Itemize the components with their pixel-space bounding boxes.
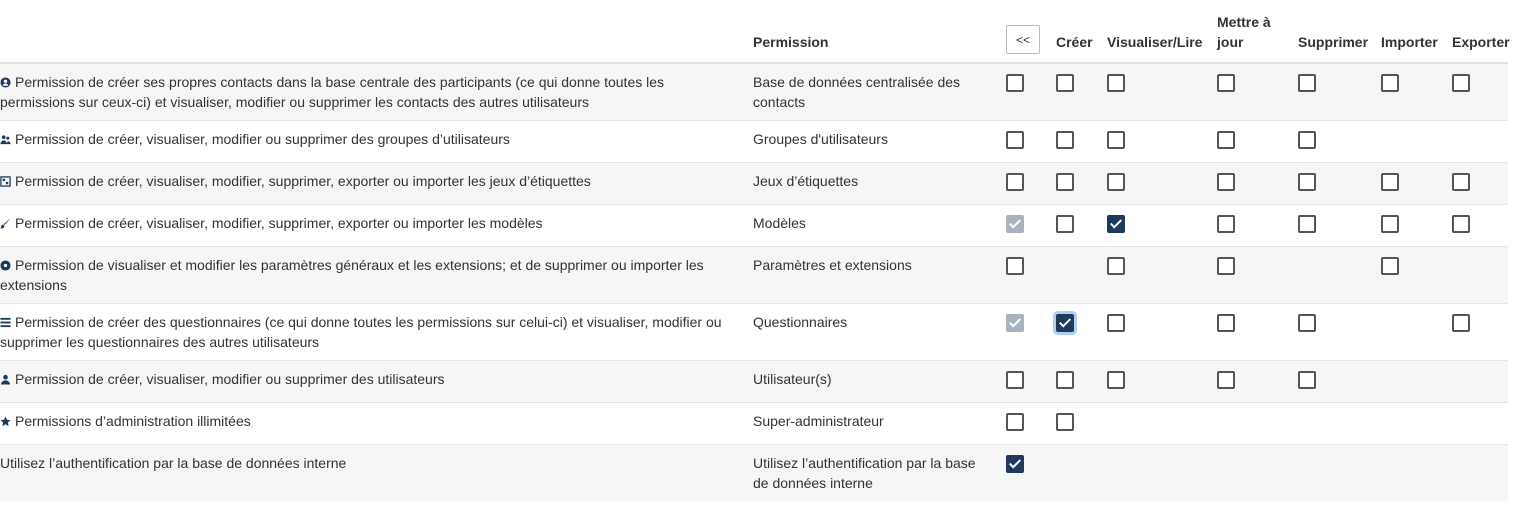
row-description: Permission de créer, visualiser, modifier, supprimer, exporter ou importer les jeux d’étiquettes — [15, 173, 591, 189]
row-description: Permission de créer des questionnaires (ce qui donne toutes les permissions sur celui-ci) et visualiser, modifier ou supprimer les questionnaires des autres utilisateurs — [0, 314, 722, 350]
cell-delete — [1292, 304, 1375, 361]
header-toggle-all — [1000, 12, 1050, 63]
settings-icon — [0, 260, 11, 271]
cell-all — [1000, 304, 1050, 361]
cell-all — [1000, 445, 1050, 502]
cell-read — [1101, 163, 1211, 205]
cell-all — [1000, 247, 1050, 304]
table-header-row — [0, 12, 1508, 63]
checkbox-all[interactable] — [1006, 257, 1024, 275]
cell-update — [1211, 247, 1292, 304]
cell-all — [1000, 63, 1050, 121]
checkbox-update[interactable] — [1217, 74, 1235, 92]
header-update: Mettre à jour — [1211, 12, 1292, 63]
cell-update — [1211, 403, 1292, 445]
cell-delete — [1292, 403, 1375, 445]
cell-update — [1211, 304, 1292, 361]
table-row — [0, 361, 1508, 403]
row-description-cell — [0, 163, 747, 205]
checkbox-read[interactable] — [1107, 131, 1125, 149]
cell-read — [1101, 304, 1211, 361]
cell-create — [1050, 121, 1101, 163]
cell-all — [1000, 205, 1050, 247]
star-icon — [0, 416, 11, 427]
cell-export — [1446, 445, 1508, 502]
checkbox-export[interactable] — [1452, 314, 1470, 332]
table-row — [0, 63, 1508, 121]
brush-icon — [0, 218, 11, 229]
row-permission-name: Utilisateur(s) — [747, 361, 1000, 403]
checkbox-delete[interactable] — [1298, 371, 1316, 389]
cell-create — [1050, 205, 1101, 247]
checkbox-all — [1006, 314, 1024, 332]
cell-all — [1000, 121, 1050, 163]
cell-update — [1211, 205, 1292, 247]
cell-delete — [1292, 121, 1375, 163]
table-row — [0, 403, 1508, 445]
table-row — [0, 163, 1508, 205]
cell-read — [1101, 205, 1211, 247]
checkbox-read[interactable] — [1107, 173, 1125, 191]
row-permission-name: Modèles — [747, 205, 1000, 247]
cell-import — [1375, 247, 1446, 304]
cell-create — [1050, 63, 1101, 121]
checkbox-all — [1006, 215, 1024, 233]
cell-import — [1375, 304, 1446, 361]
checkbox-all[interactable] — [1006, 173, 1024, 191]
cell-create — [1050, 361, 1101, 403]
cell-export — [1446, 304, 1508, 361]
users-group-icon — [0, 134, 11, 145]
cell-import — [1375, 361, 1446, 403]
row-permission-name: Super-administrateur — [747, 403, 1000, 445]
cell-all — [1000, 163, 1050, 205]
row-description-cell — [0, 247, 747, 304]
checkbox-create[interactable] — [1056, 215, 1074, 233]
label-icon — [0, 176, 11, 187]
table-row — [0, 205, 1508, 247]
checkbox-create[interactable] — [1056, 131, 1074, 149]
checkbox-all[interactable] — [1006, 131, 1024, 149]
checkbox-delete[interactable] — [1298, 173, 1316, 191]
checkbox-create[interactable] — [1056, 173, 1074, 191]
permissions-table — [0, 12, 1508, 501]
cell-all — [1000, 403, 1050, 445]
cell-delete — [1292, 361, 1375, 403]
cell-import — [1375, 205, 1446, 247]
row-description-cell — [0, 445, 747, 502]
cell-create — [1050, 403, 1101, 445]
checkbox-read[interactable] — [1107, 371, 1125, 389]
checkbox-all[interactable] — [1006, 371, 1024, 389]
header-import: Importer — [1375, 12, 1446, 63]
checkbox-all[interactable] — [1006, 455, 1024, 473]
checkbox-export[interactable] — [1452, 74, 1470, 92]
cell-read — [1101, 121, 1211, 163]
table-row — [0, 304, 1508, 361]
cell-export — [1446, 121, 1508, 163]
cell-export — [1446, 403, 1508, 445]
cell-delete — [1292, 205, 1375, 247]
cell-create — [1050, 445, 1101, 502]
row-permission-name: Jeux d’étiquettes — [747, 163, 1000, 205]
row-description: Permission de créer, visualiser, modifier, supprimer, exporter ou importer les modèles — [15, 215, 543, 231]
cell-read — [1101, 445, 1211, 502]
cell-delete — [1292, 163, 1375, 205]
row-description: Permission de créer ses propres contacts dans la base centrale des participants (ce qui donne toutes les permissions sur ceux-ci) et visualiser, modifier ou supprimer les contacts des autres utilisateurs — [0, 74, 665, 110]
cell-create — [1050, 163, 1101, 205]
checkbox-all[interactable] — [1006, 74, 1024, 92]
row-description-cell — [0, 403, 747, 445]
table-row — [0, 121, 1508, 163]
list-icon — [0, 317, 11, 328]
row-permission-name: Paramètres et extensions — [747, 247, 1000, 304]
table-row — [0, 445, 1508, 502]
checkbox-update[interactable] — [1217, 371, 1235, 389]
checkbox-read[interactable] — [1107, 314, 1125, 332]
contacts-icon — [0, 77, 11, 88]
cell-import — [1375, 63, 1446, 121]
cell-read — [1101, 361, 1211, 403]
cell-read — [1101, 247, 1211, 304]
cell-delete — [1292, 247, 1375, 304]
checkbox-read[interactable] — [1107, 215, 1125, 233]
cell-create — [1050, 247, 1101, 304]
checkbox-create[interactable] — [1056, 371, 1074, 389]
cell-update — [1211, 63, 1292, 121]
row-permission-name: Questionnaires — [747, 304, 1000, 361]
cell-update — [1211, 163, 1292, 205]
checkbox-read[interactable] — [1107, 257, 1125, 275]
checkbox-update[interactable] — [1217, 131, 1235, 149]
row-permission-name: Groupes d'utilisateurs — [747, 121, 1000, 163]
user-icon — [0, 374, 11, 385]
header-read: Visualiser/Lire — [1101, 12, 1211, 63]
row-description-cell — [0, 205, 747, 247]
checkbox-all[interactable] — [1006, 413, 1024, 431]
checkbox-delete[interactable] — [1298, 74, 1316, 92]
row-description: Permissions d’administration illimitées — [15, 413, 251, 429]
checkbox-import[interactable] — [1381, 215, 1399, 233]
header-permission: Permission — [747, 12, 1000, 63]
cell-export — [1446, 163, 1508, 205]
cell-delete — [1292, 63, 1375, 121]
checkbox-update[interactable] — [1217, 215, 1235, 233]
row-description-cell — [0, 304, 747, 361]
checkbox-update[interactable] — [1217, 314, 1235, 332]
checkbox-import[interactable] — [1381, 74, 1399, 92]
row-description-cell — [0, 361, 747, 403]
row-permission-name: Base de données centralisée des contacts — [747, 63, 1000, 121]
row-description: Permission de créer, visualiser, modifier ou supprimer des utilisateurs — [15, 371, 445, 387]
header-create: Créer — [1050, 12, 1101, 63]
cell-import — [1375, 163, 1446, 205]
checkbox-create[interactable] — [1056, 314, 1074, 332]
checkbox-create[interactable] — [1056, 74, 1074, 92]
checkbox-delete[interactable] — [1298, 131, 1316, 149]
checkbox-read[interactable] — [1107, 74, 1125, 92]
header-delete: Supprimer — [1292, 12, 1375, 63]
table-row — [0, 247, 1508, 304]
header-export: Exporter — [1446, 12, 1508, 63]
checkbox-delete[interactable] — [1298, 215, 1316, 233]
collapse-columns-button[interactable]: << — [1006, 25, 1040, 54]
row-description: Permission de visualiser et modifier les paramètres généraux et les extensions; et de supprimer ou importer les extensions — [0, 257, 704, 293]
cell-import — [1375, 403, 1446, 445]
cell-export — [1446, 63, 1508, 121]
row-description: Permission de créer, visualiser, modifier ou supprimer des groupes d’utilisateurs — [15, 131, 510, 147]
checkbox-import[interactable] — [1381, 173, 1399, 191]
checkbox-delete[interactable] — [1298, 314, 1316, 332]
cell-export — [1446, 361, 1508, 403]
checkbox-update[interactable] — [1217, 257, 1235, 275]
cell-import — [1375, 121, 1446, 163]
cell-create — [1050, 304, 1101, 361]
header-description — [0, 12, 747, 63]
row-description-cell — [0, 63, 747, 121]
cell-export — [1446, 205, 1508, 247]
cell-import — [1375, 445, 1446, 502]
checkbox-export[interactable] — [1452, 173, 1470, 191]
cell-delete — [1292, 445, 1375, 502]
cell-update — [1211, 121, 1292, 163]
checkbox-create[interactable] — [1056, 413, 1074, 431]
checkbox-import[interactable] — [1381, 257, 1399, 275]
row-description-cell — [0, 121, 747, 163]
cell-read — [1101, 63, 1211, 121]
cell-read — [1101, 403, 1211, 445]
checkbox-update[interactable] — [1217, 173, 1235, 191]
row-permission-name: Utilisez l’authentification par la base de données interne — [747, 445, 1000, 502]
cell-export — [1446, 247, 1508, 304]
cell-update — [1211, 361, 1292, 403]
cell-update — [1211, 445, 1292, 502]
row-description: Utilisez l’authentification par la base de données interne — [0, 455, 347, 471]
cell-all — [1000, 361, 1050, 403]
checkbox-export[interactable] — [1452, 215, 1470, 233]
